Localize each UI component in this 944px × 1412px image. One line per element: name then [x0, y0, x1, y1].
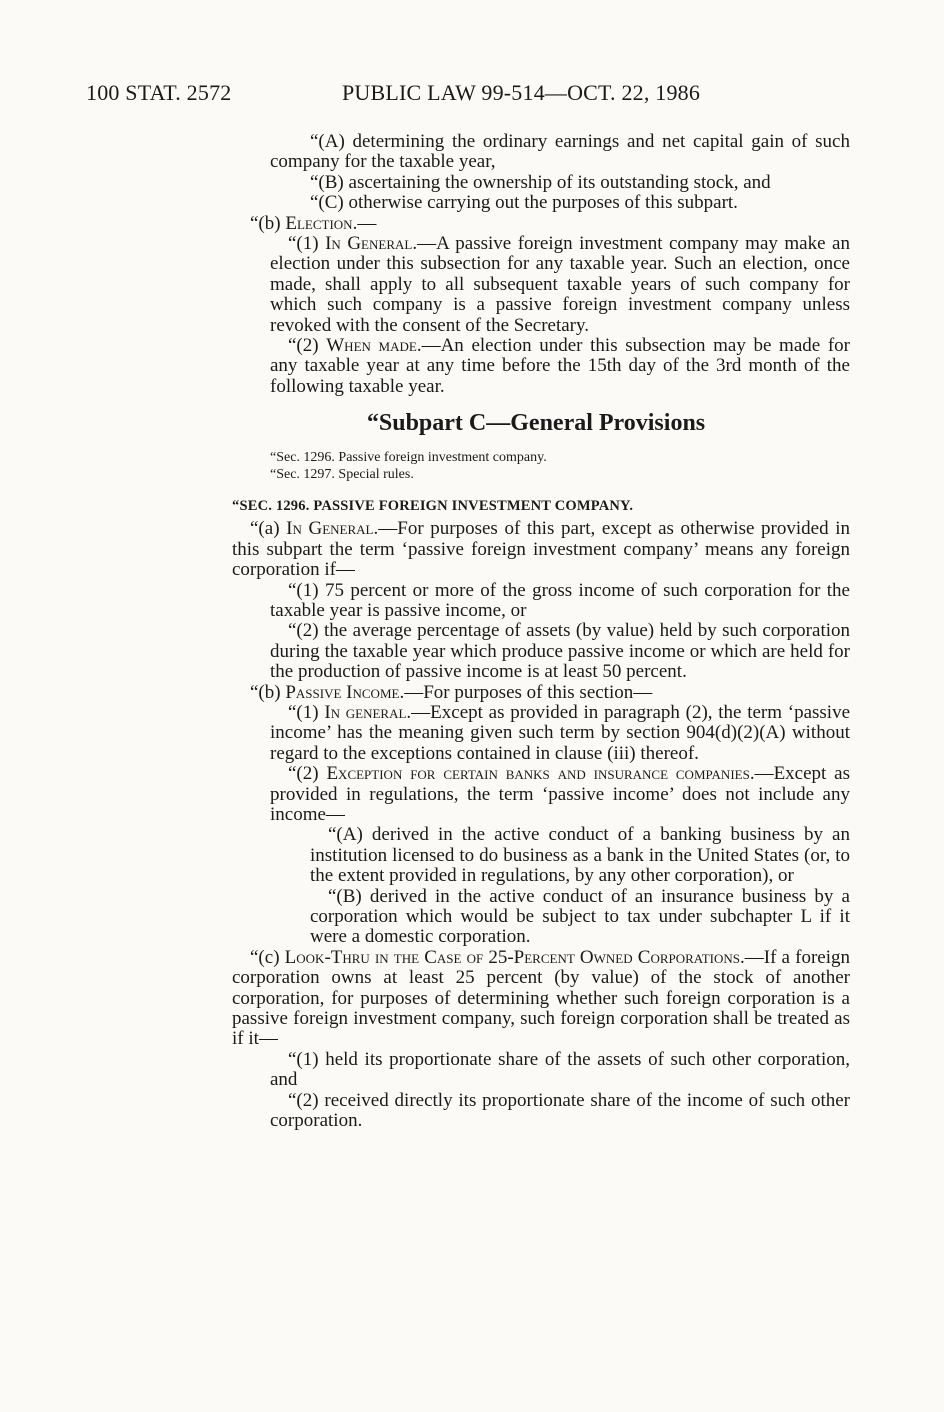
- paragraph-a-C: “(C) otherwise carrying out the purposes of this subpart.: [310, 192, 738, 214]
- section-b-text: .—For purposes of this section—: [399, 681, 653, 703]
- paragraph-a-A: “(A) determining the ordinary earnings and net capital gain of such company for the taxable year,: [270, 131, 850, 173]
- section-c-2: “(2) received directly its proportionate share of the income of such other corporation.: [270, 1089, 850, 1132]
- section-a-1: “(1) 75 percent or more of the gross income of such corporation for the taxable year is passive income, or: [270, 579, 850, 621]
- subsection-b-dash: .—: [352, 212, 377, 234]
- document-body: [232, 132, 850, 1131]
- section-c-prefix: “(c): [250, 946, 285, 968]
- section-b-2-prefix: “(2): [288, 763, 327, 785]
- paragraph-b-1-prefix: “(1): [288, 233, 326, 255]
- page-header: [86, 80, 866, 120]
- section-c: [232, 948, 850, 1050]
- statute-citation: 100 STAT. 2572: [86, 80, 232, 105]
- section-a: [232, 519, 850, 580]
- section-c-title: Look-Thru in the Case of 25-Percent Owned Corporations: [284, 946, 741, 968]
- subsection-b-title: Election: [285, 212, 353, 234]
- paragraph-b-2-title: When made: [326, 335, 417, 357]
- section-b: [232, 683, 850, 703]
- paragraph-b-2-prefix: “(2): [288, 335, 327, 357]
- section-b-1-title: In general: [324, 701, 407, 723]
- section-b-2-text: .—Except as provided in regulations, the term ‘passive income’ does not include any income—: [270, 763, 851, 825]
- section-b-1-text: .—Except as provided in paragraph (2), the term ‘passive income’ has the meaning given such term by section 904(d)(2)(A) without regard to the exceptions contained in clause (iii) thereof.: [270, 701, 851, 764]
- public-law-title: PUBLIC LAW 99-514—OCT. 22, 1986: [342, 80, 701, 105]
- section-heading: “SEC. 1296. PASSIVE FOREIGN INVESTMENT COMPANY.: [232, 498, 634, 515]
- section-b-2-B: “(B) derived in the active conduct of an insurance business by a corporation which would be subject to tax under subchapter L if it were a domestic corporation.: [310, 885, 850, 948]
- paragraph-b-2-text: .—An election under this subsection may be made for any taxable year at any time before the 15th day of the 3rd month of the following taxable year.: [270, 335, 850, 397]
- toc-entry: “Sec. 1296. Passive foreign investment company.: [270, 450, 547, 466]
- paragraph-a-B: [232, 173, 850, 193]
- section-a-2: “(2) the average percentage of assets (by value) held by such corporation during the taxable year which produce passive income or which are held for the production of passive income is at least 50 percent.: [270, 620, 850, 683]
- section-c-1: “(1) held its proportionate share of the assets of such other corporation, and: [270, 1048, 850, 1091]
- section-b-title: Passive Income: [285, 681, 400, 703]
- subsection-b-prefix: “(b): [250, 212, 286, 234]
- section-b-2-A: “(A) derived in the active conduct of a banking business by an institution licensed to do business as a bank in the United States (or, to the extent provided in regulations, by any other corporation), or: [310, 824, 850, 887]
- paragraph-a-B-text: “(B) ascertaining the ownership of its outstanding stock, and: [310, 171, 771, 193]
- section-a-title: In General: [286, 518, 374, 540]
- paragraph-b-1-text: .—A passive foreign investment company may make an election under this subsection for any taxable year. Such an election, once made, shall apply to all subsequent taxable years of such company for which such company is a passive foreign investment company unless revoked with the consent of the Secretary.: [270, 233, 850, 336]
- paragraph-b-2: [232, 336, 850, 397]
- section-b-prefix: “(b): [250, 681, 286, 703]
- subsection-b-heading: [232, 214, 850, 234]
- toc-entry: “Sec. 1297. Special rules.: [270, 467, 414, 483]
- section-c-text: .—If a foreign corporation owns at least 25 percent (by value) of the stock of another corporation, for purposes of determining whether such foreign corporation is a passive foreign investment company, such foreign corporation shall be treated as if it—: [232, 946, 850, 1050]
- section-b-1: [232, 703, 850, 764]
- paragraph-b-1: [232, 234, 850, 336]
- section-b-1-prefix: “(1): [288, 701, 325, 723]
- section-b-2: [232, 764, 850, 825]
- section-b-2-title: Exception for certain banks and insurance companies: [326, 763, 750, 785]
- section-a-text: .—For purposes of this part, except as otherwise provided in this subpart the term ‘passive foreign investment company’ means any foreign corporation if—: [232, 518, 850, 581]
- paragraph-b-1-title: In General: [325, 233, 413, 255]
- section-a-prefix: “(a): [250, 518, 287, 540]
- subpart-title: “Subpart C—General Provisions: [366, 410, 706, 437]
